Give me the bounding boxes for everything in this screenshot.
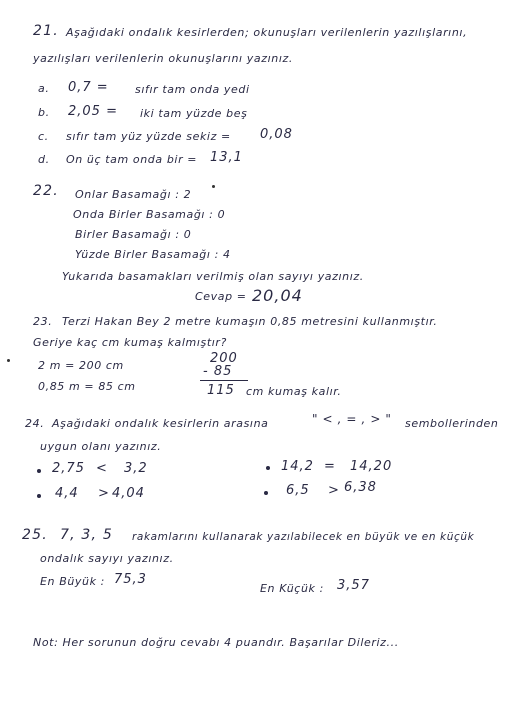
q22-line1: Onlar Basamağı : 2	[75, 188, 192, 201]
q23-number: 23.	[33, 315, 53, 328]
q24-bullet	[266, 466, 270, 470]
q24-item1-right: 3,2	[124, 461, 148, 476]
q24-bullet	[264, 491, 268, 495]
q21-item-b-left: 2,05 =	[68, 104, 118, 119]
q21-item-c-right: 0,08	[260, 127, 293, 142]
q23-subtraction-top: 200	[210, 351, 238, 366]
q24-prompt-tail: sembollerinden	[405, 417, 499, 430]
q21-item-b-right: iki tam yüzde beş	[140, 107, 248, 120]
q25-prompt-line1: rakamlarını kullanarak yazılabilecek en büyük ve en küçük	[132, 531, 475, 543]
q24-item3-symbol: >	[98, 486, 110, 501]
q24-item3-left: 4,4	[55, 486, 79, 501]
q24-item2-symbol: =	[324, 459, 336, 474]
q21-item-d-label: d.	[38, 153, 50, 166]
q24-item2-left: 14,2	[281, 459, 314, 474]
q23-conversion-2: 0,85 m = 85 cm	[38, 380, 136, 393]
q22-number: 22.	[33, 183, 59, 199]
q21-number: 21.	[33, 23, 59, 39]
q22-line3: Birler Basamağı : 0	[75, 228, 192, 241]
ink-speck	[212, 185, 215, 188]
q24-symbols: " < , = , > "	[312, 412, 392, 426]
q21-item-d-left: On üç tam onda bir =	[66, 153, 198, 166]
q22-line4: Yüzde Birler Basamağı : 4	[75, 248, 231, 261]
q25-biggest-label: En Büyük :	[40, 575, 105, 588]
q24-item4-left: 6,5	[286, 483, 310, 498]
q21-prompt-line1: Aşağıdaki ondalık kesirlerden; okunuşları verilenlerin yazılışlarını,	[66, 26, 468, 39]
q25-smallest-value: 3,57	[337, 578, 370, 593]
q23-subtraction-result: 115	[207, 383, 235, 398]
q25-prompt-line2: ondalık sayıyı yazınız.	[40, 552, 174, 565]
q22-answer-label: Cevap =	[195, 290, 247, 303]
q25-digits: 7, 3, 5	[60, 527, 113, 543]
q23-prompt-line2: Geriye kaç cm kumaş kalmıştır?	[33, 336, 227, 349]
q21-item-c-left: sıfır tam yüz yüzde sekiz =	[66, 130, 231, 143]
q21-item-d-right: 13,1	[210, 150, 243, 165]
q21-item-c-label: c.	[38, 130, 49, 143]
q24-prompt-line1: Aşağıdaki ondalık kesirlerin arasına	[52, 417, 269, 430]
footer-note: Not: Her sorunun doğru cevabı 4 puandır. Başarılar Dileriz...	[33, 636, 399, 649]
q22-line2: Onda Birler Basamağı : 0	[73, 208, 226, 221]
q23-prompt-line1: Terzi Hakan Bey 2 metre kumaşın 0,85 metresini kullanmıştır.	[62, 315, 438, 328]
q23-subtraction-line	[200, 380, 248, 381]
q24-item4-right: 6,38	[344, 480, 377, 495]
q24-bullet	[37, 494, 41, 498]
q21-prompt-line2: yazılışları verilenlerin okunuşlarını yazınız.	[33, 52, 293, 65]
q25-biggest-value: 75,3	[114, 572, 147, 587]
q24-item1-left: 2,75	[52, 461, 85, 476]
q24-item3-right: 4,04	[112, 486, 145, 501]
q24-item1-symbol: <	[96, 461, 108, 476]
q21-item-a-left: 0,7 =	[68, 80, 109, 95]
q24-item2-right: 14,20	[350, 459, 393, 474]
q24-item4-symbol: >	[328, 483, 340, 498]
q24-prompt-line2: uygun olanı yazınız.	[40, 440, 162, 453]
q24-bullet	[37, 469, 41, 473]
ink-speck	[7, 359, 10, 362]
q25-number: 25.	[22, 527, 48, 543]
q24-number: 24.	[25, 417, 45, 430]
q23-subtraction-tail: cm kumaş kalır.	[246, 385, 342, 398]
q21-item-a-right: sıfır tam onda yedi	[135, 83, 250, 96]
q22-prompt: Yukarıda basamakları verilmiş olan sayıyı yazınız.	[62, 270, 364, 283]
q21-item-b-label: b.	[38, 106, 50, 119]
q25-smallest-label: En Küçük :	[260, 582, 324, 595]
q23-subtraction-minus: - 85	[203, 364, 233, 379]
q22-answer: 20,04	[252, 286, 303, 305]
q23-conversion-1: 2 m = 200 cm	[38, 359, 124, 372]
q21-item-a-label: a.	[38, 82, 50, 95]
